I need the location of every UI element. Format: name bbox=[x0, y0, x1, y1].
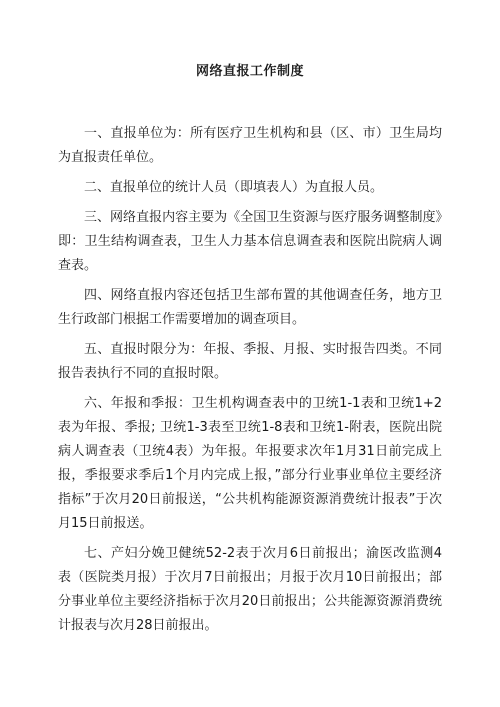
paragraph-7: 七、产妇分娩卫健统52-2表于次月6日前报出；渝医改监测4表（医院类月报）于次月7日前报出；月报于次月10日前报出；部分事业单位主要经济指标于次月20日前报出；公共能源资源消费统计报表与次月28日前报出。 bbox=[58, 546, 442, 633]
document-title: 网络直报工作制度 bbox=[195, 64, 304, 79]
paragraph-4: 四、网络直报内容还包括卫生部布置的其他调查任务，地方卫生行政部门根据工作需要增加的调查项目。 bbox=[58, 288, 442, 327]
paragraph-2: 二、直报单位的统计人员（即填表人）为直报人员。 bbox=[84, 180, 384, 195]
paragraph-1: 一、直报单位为：所有医疗卫生机构和县（区、市）卫生局均为直报责任单位。 bbox=[58, 126, 442, 165]
paragraph-3: 三、网络直报内容主要为《全国卫生资源与医疗服务调整制度》即：卫生结构调查表，卫生人力基本信息调查表和医院出院病人调查表。 bbox=[58, 210, 442, 273]
paragraph-5: 五、直报时限分为：年报、季报、月报、实时报告四类。不同报告表执行不同的直报时限。 bbox=[58, 342, 442, 381]
paragraph-6: 六、年报和季报：卫生机构调查表中的卫统1-1表和卫统1+2表为年报、季报; 卫统1-3表至卫统1-8表和卫统1-附表，医院出院病人调查表（卫统4表）为年报。年报要求次年1月31日前完成上报，季报要求季后1个月内完成上报，”部分行业事业单位主要经济指标”于次月20日前报送，“公共机构能源资源消费统计报表”于次月15日前报送。 bbox=[58, 396, 442, 531]
